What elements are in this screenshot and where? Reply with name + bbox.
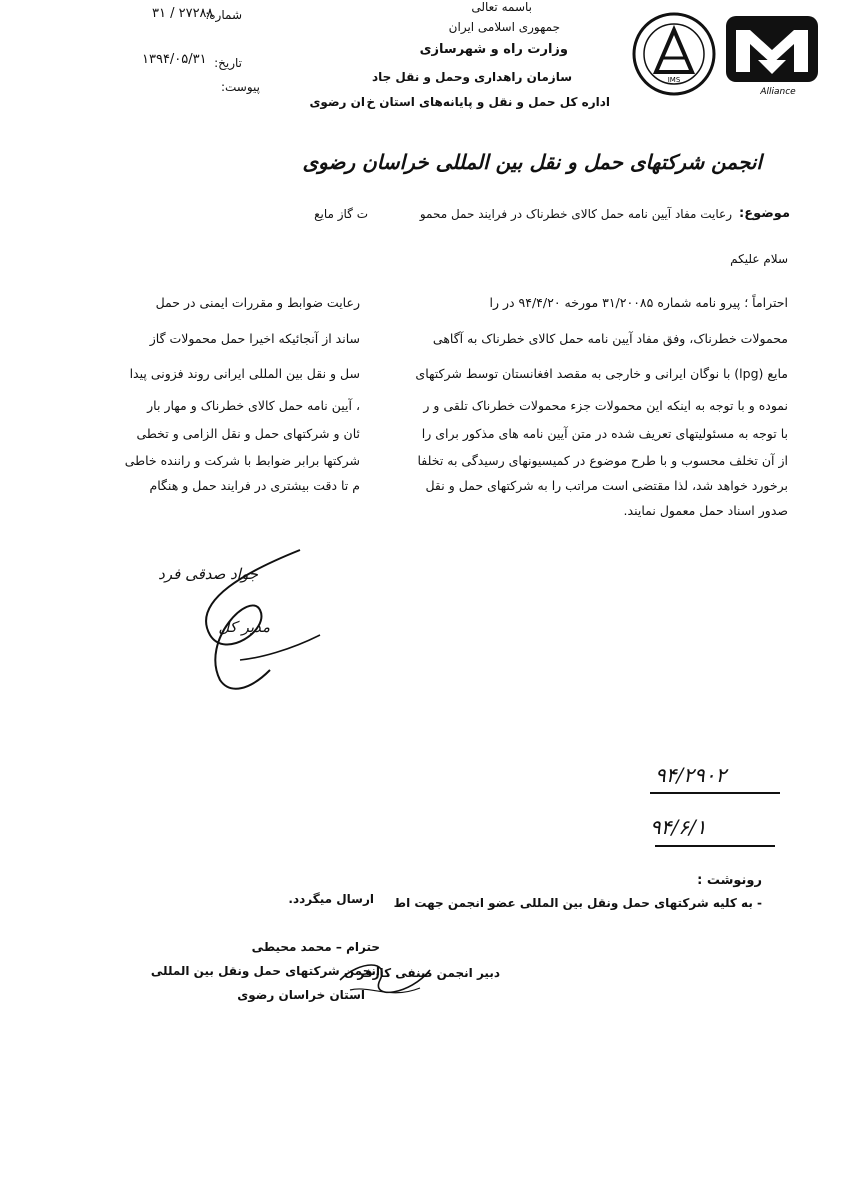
letterhead-province: ان رضوی xyxy=(309,95,365,109)
recipient: انجمن شرکتهای حمل و نقل بین المللی خراسان رضوی xyxy=(302,150,762,174)
organization-logo xyxy=(628,10,828,98)
body-line-5: با توجه به مسئولیتهای تعریف شده در متن آیین نامه های مذکور برای را xyxy=(421,426,788,441)
closing-org-line-1: انجمن شرکتهای حمل ونقل بین المللی xyxy=(150,964,380,978)
subject-label: موضوع: xyxy=(739,206,790,221)
body-line-3: مایع (lpg) با نوگان ایرانی و خارجی به مقصد افغانستان توسط شرکتهای xyxy=(415,366,788,381)
signature-name: جواد صدقی فرد xyxy=(158,565,258,583)
handwritten-registration: ۹۴/۲۹۰۲ xyxy=(655,763,727,787)
closing-respect: حترام – محمد محیطی xyxy=(251,940,380,954)
letterhead-line-2: وزارت راه و شهرسازی xyxy=(419,42,568,57)
body-line-4: نموده و با توجه به اینکه این محمولات جزء محمولات خطرناک تلقی و ر xyxy=(423,398,788,413)
body-left-line-1: رعایت ضوابط و مقررات ایمنی در حمل xyxy=(155,295,360,310)
subject-tail: ت گاز مایع xyxy=(314,207,368,221)
signature-title: مدیر کل xyxy=(218,618,270,636)
body-left-line-6: شرکتها برابر ضوابط با شرکت و راننده خاطی xyxy=(124,453,360,468)
letterhead-line-4: اداره کل حمل و نقل و پایانه‌های استان خ xyxy=(366,95,610,109)
handwritten-date: ۹۴/۶/۱ xyxy=(650,815,707,839)
letterhead-line-3: سازمان راهداری وحمل و نقل جاد xyxy=(371,70,572,84)
greeting: سلام علیکم xyxy=(730,252,788,266)
body-left-line-5: ئان و شرکتهای حمل و نقل الزامی و تخطی xyxy=(136,426,360,441)
body-left-line-2: ساند از آنجائیکه اخیرا حمل محمولات گاز xyxy=(149,331,360,346)
number-value: ۳۱ / ۲۷۲۸۸ xyxy=(152,6,214,21)
logo-small-text: IMS xyxy=(667,76,681,84)
handwritten-underline-2 xyxy=(655,845,775,847)
date-label: تاریخ: xyxy=(214,56,242,70)
body-line-6: از آن تخلف محسوب و با طرح موضوع در کمیسیونهای رسیدگی به تخلفا xyxy=(417,453,788,468)
cc-line: - به کلیه شرکتهای حمل ونقل بین المللی عضو انجمن جهت اط xyxy=(393,896,762,910)
cc-heading: رونوشت : xyxy=(697,873,762,888)
secretary-signature xyxy=(330,950,440,1010)
date-value: ۱۳۹۴/۰۵/۳۱ xyxy=(142,52,207,67)
subject-text: رعایت مفاد آیین نامه حمل کالای خطرناک در فرایند حمل محمو xyxy=(419,207,732,221)
closing-secretary: دبیر انجمن صنفی کارفر xyxy=(357,966,500,980)
attachment-label: پیوست: xyxy=(220,80,260,94)
number-label: شماره: xyxy=(205,8,242,22)
body-line-2: محمولات خطرناک، وفق مفاد آیین نامه حمل کالای خطرناک به آگاهی xyxy=(432,331,788,346)
body-left-line-4: ، آیین نامه حمل کالای خطرناک و مهار بار xyxy=(147,398,360,413)
cc-line-tail: ارسال میگردد. xyxy=(288,892,374,906)
body-left-line-3: سل و نقل بین المللی ایرانی روند فزونی پیدا xyxy=(129,366,360,381)
body-line-7: برخورد خواهد شد، لذا مقتضی است مراتب را به شرکتهای حمل و نقل xyxy=(425,478,788,493)
logo-alliance-text: Alliance xyxy=(760,87,796,97)
closing-org-line-2: استان خراسان رضوی xyxy=(237,988,365,1002)
body-left-line-7: م تا دقت بیشتری در فرایند حمل و هنگام xyxy=(149,478,360,493)
body-line-8: صدور اسناد حمل معمول نمایند. xyxy=(623,503,788,518)
letterhead-line-1: جمهوری اسلامی ایران xyxy=(448,20,560,34)
body-line-1: احتراماً ؛ پیرو نامه شماره ۳۱/۲۰۰۸۵ مورخه ۹۴/۴/۲۰ در را xyxy=(489,295,788,310)
handwritten-underline xyxy=(650,792,780,794)
basmala: باسمه تعالی xyxy=(471,0,532,14)
